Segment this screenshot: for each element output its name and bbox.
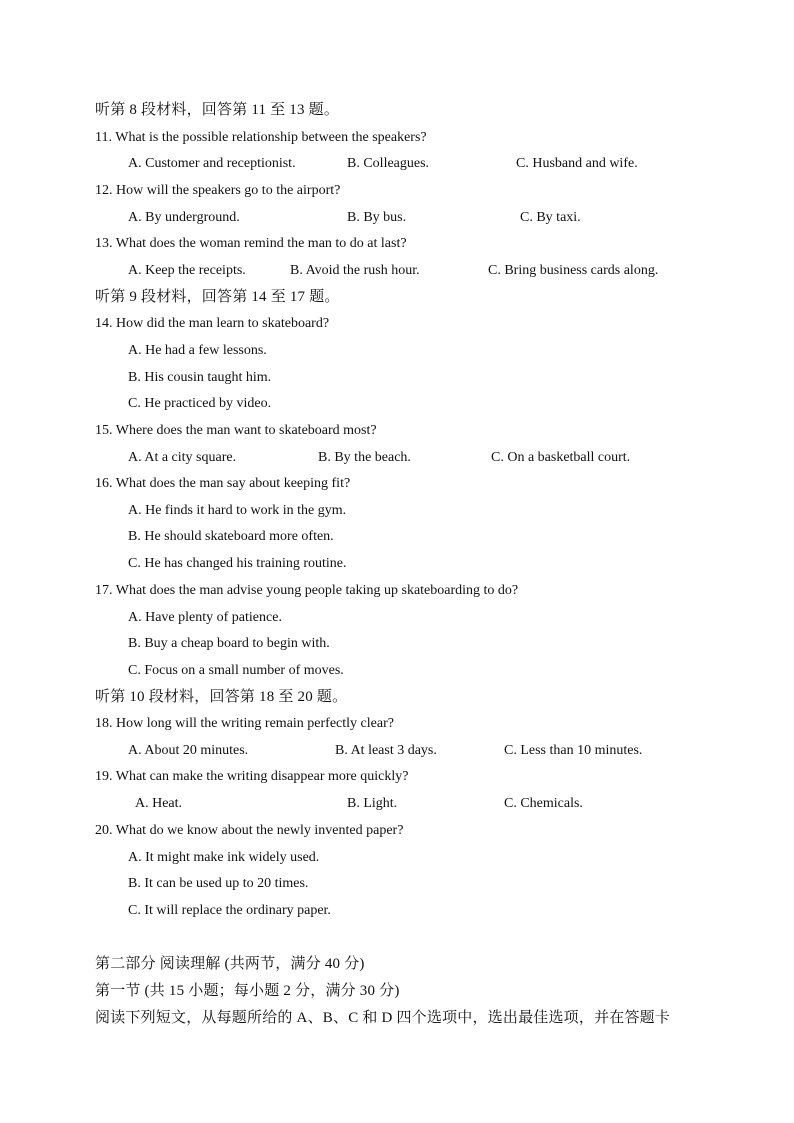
- question-15-option-c: C. On a basketball court.: [491, 450, 631, 465]
- question-14-option-b: B. His cousin taught him.: [128, 370, 272, 385]
- part2-section-title: 第一节 (共 15 小题；每小题 2 分，满分 30 分): [95, 983, 400, 999]
- question-19-option-a: A. Heat.: [135, 796, 183, 811]
- question-13-option-c: C. Bring business cards along.: [488, 263, 659, 278]
- question-17-option-a: A. Have plenty of patience.: [128, 610, 282, 625]
- question-12-stem: 12. How will the speakers go to the airport?: [95, 183, 341, 198]
- question-16-option-b: B. He should skateboard more often.: [128, 529, 334, 544]
- question-11-option-a: A. Customer and receptionist.: [128, 156, 296, 171]
- question-19-option-b: B. Light.: [347, 796, 398, 811]
- question-13-option-a: A. Keep the receipts.: [128, 263, 246, 278]
- question-14-option-c: C. He practiced by video.: [128, 396, 272, 411]
- question-16-option-c: C. He has changed his training routine.: [128, 556, 347, 571]
- question-16-option-a: A. He finds it hard to work in the gym.: [128, 503, 347, 518]
- question-12-option-a: A. By underground.: [128, 210, 240, 225]
- part2-title: 第二部分 阅读理解 (共两节，满分 40 分): [95, 956, 365, 972]
- question-20-stem: 20. What do we know about the newly invented paper?: [95, 823, 404, 838]
- question-18-option-a: A. About 20 minutes.: [128, 743, 249, 758]
- question-13-option-b: B. Avoid the rush hour.: [290, 263, 420, 278]
- question-16-stem: 16. What does the man say about keeping fit?: [95, 476, 351, 491]
- section-header-9: 听第 9 段材料，回答第 14 至 17 题。: [95, 289, 340, 305]
- question-11-option-b: B. Colleagues.: [347, 156, 430, 171]
- section-header-8: 听第 8 段材料，回答第 11 至 13 题。: [95, 102, 340, 118]
- question-20-option-a: A. It might make ink widely used.: [128, 850, 320, 865]
- question-19-option-c: C. Chemicals.: [504, 796, 583, 811]
- question-14-stem: 14. How did the man learn to skateboard?: [95, 316, 330, 331]
- question-19-stem: 19. What can make the writing disappear more quickly?: [95, 769, 409, 784]
- question-17-option-b: B. Buy a cheap board to begin with.: [128, 636, 330, 651]
- question-11-stem: 11. What is the possible relationship between the speakers?: [95, 130, 427, 145]
- question-17-stem: 17. What does the man advise young people taking up skateboarding to do?: [95, 583, 519, 598]
- question-17-option-c: C. Focus on a small number of moves.: [128, 663, 344, 678]
- question-11-option-c: C. Husband and wife.: [516, 156, 638, 171]
- question-18-option-b: B. At least 3 days.: [335, 743, 437, 758]
- question-18-stem: 18. How long will the writing remain perfectly clear?: [95, 716, 394, 731]
- question-15-stem: 15. Where does the man want to skateboard most?: [95, 423, 377, 438]
- question-12-option-c: C. By taxi.: [520, 210, 581, 225]
- question-20-option-b: B. It can be used up to 20 times.: [128, 876, 309, 891]
- question-20-option-c: C. It will replace the ordinary paper.: [128, 903, 331, 918]
- section-header-10: 听第 10 段材料，回答第 18 至 20 题。: [95, 689, 348, 705]
- question-15-option-b: B. By the beach.: [318, 450, 411, 465]
- question-15-option-a: A. At a city square.: [128, 450, 237, 465]
- question-12-option-b: B. By bus.: [347, 210, 407, 225]
- part2-instruction: 阅读下列短文，从每题所给的 A、B、C 和 D 四个选项中，选出最佳选项，并在答题卡: [95, 1010, 671, 1026]
- question-14-option-a: A. He had a few lessons.: [128, 343, 267, 358]
- question-13-stem: 13. What does the woman remind the man to do at last?: [95, 236, 407, 251]
- question-18-option-c: C. Less than 10 minutes.: [504, 743, 643, 758]
